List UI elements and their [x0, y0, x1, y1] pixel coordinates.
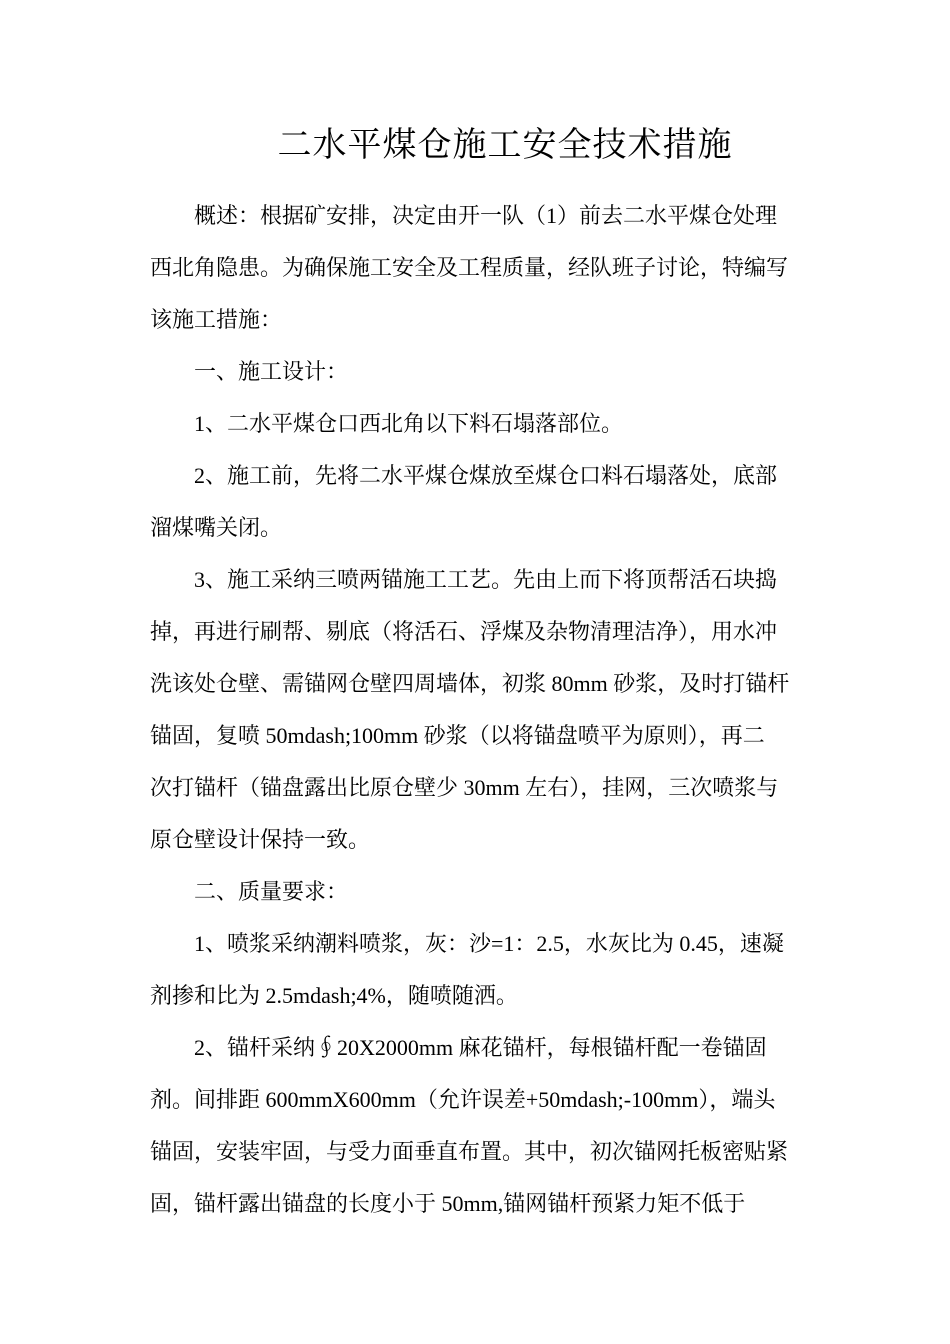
text-line: 2、锚杆采纳∮20X2000mm 麻花锚杆，每根锚杆配一卷锚固	[194, 1035, 767, 1060]
text-line: 锚固，复喷 50mdash;100mm 砂浆（以将锚盘喷平为原则），再二	[150, 723, 765, 748]
text-line: 1、喷浆采纳潮料喷浆，灰：沙=1：2.5，水灰比为 0.45，速凝	[194, 931, 784, 956]
text-line: 概述：根据矿安排，决定由开一队（1）前去二水平煤仓处理	[194, 203, 778, 228]
text-line: 溜煤嘴关闭。	[150, 515, 283, 540]
paragraph-item	[150, 450, 800, 554]
text-line: 1、二水平煤仓口西北角以下料石塌落部位。	[194, 411, 624, 436]
text-line: 二、质量要求：	[194, 879, 349, 904]
text-line: 原仓壁设计保持一致。	[150, 827, 371, 852]
text-line: 洗该处仓壁、需锚网仓壁四周墙体，初浆 80mm 砂浆，及时打锚杆	[150, 671, 790, 696]
text-line: 2、施工前，先将二水平煤仓煤放至煤仓口料石塌落处，底部	[194, 463, 778, 488]
paragraph-item	[150, 918, 800, 1022]
paragraph-item	[150, 1022, 800, 1230]
text-line: 该施工措施：	[150, 307, 283, 332]
paragraph-item	[150, 398, 800, 450]
text-line: 3、施工采纳三喷两锚施工工艺。先由上而下将顶帮活石块捣	[194, 567, 778, 592]
text-line: 剂。间排距 600mmX600mm（允许误差+50mdash;-100mm），端头	[150, 1087, 776, 1112]
text-line: 剂掺和比为 2.5mdash;4%，随喷随洒。	[150, 983, 518, 1008]
document-title: 二水平煤仓施工安全技术措施	[277, 127, 733, 164]
document-body	[150, 190, 800, 1230]
text-line: 锚固，安装牢固，与受力面垂直布置。其中，初次锚网托板密贴紧	[150, 1139, 789, 1164]
text-line: 掉，再进行刷帮、剔底（将活石、浮煤及杂物清理洁净），用水冲	[150, 619, 778, 644]
text-line: 一、施工设计：	[194, 359, 349, 384]
paragraph-overview	[150, 190, 800, 346]
section-heading-construction-design	[150, 346, 800, 398]
paragraph-item	[150, 554, 800, 866]
text-line: 固，锚杆露出锚盘的长度小于 50mm,锚网锚杆预紧力矩不低于	[150, 1191, 746, 1216]
text-line: 次打锚杆（锚盘露出比原仓壁少 30mm 左右），挂网，三次喷浆与	[150, 775, 779, 800]
section-heading-quality-requirements	[150, 866, 800, 918]
text-line: 西北角隐患。为确保施工安全及工程质量，经队班子讨论，特编写	[150, 255, 789, 280]
